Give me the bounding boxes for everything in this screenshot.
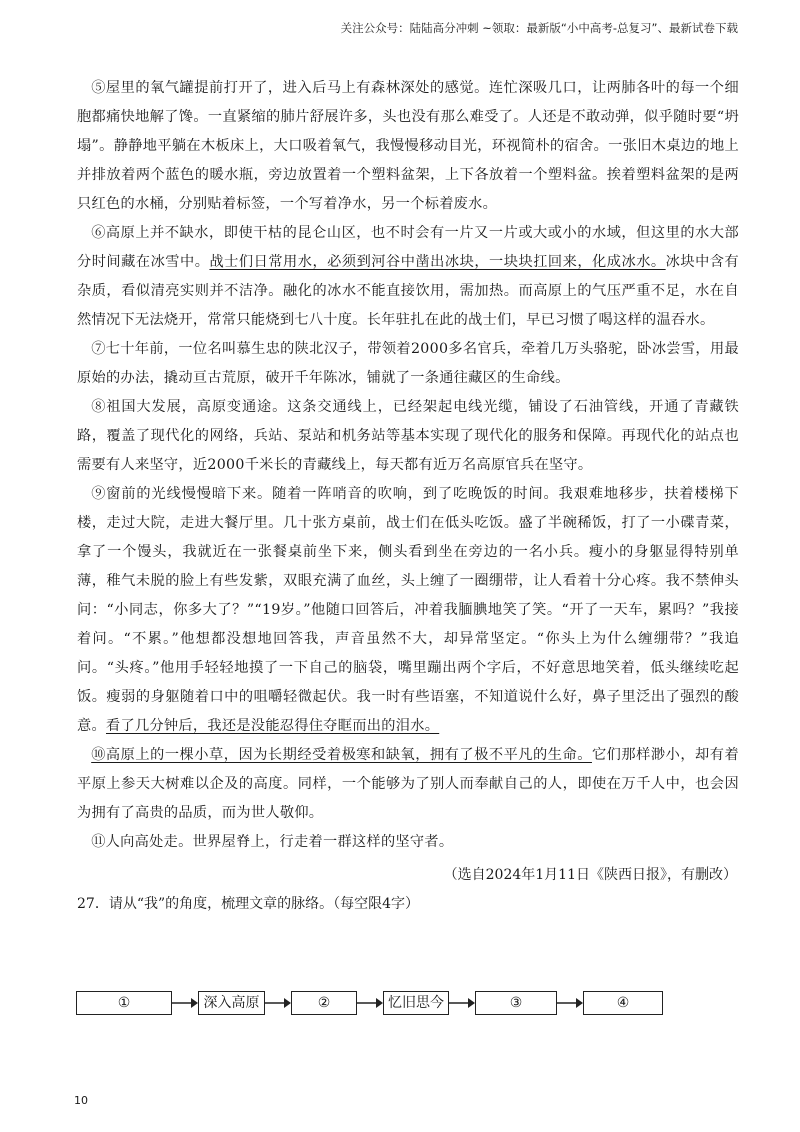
arrow-right-icon <box>265 997 291 1009</box>
paragraph-7: ⑦七十年前，一位名叫慕生忠的陕北汉子，带领着2000多名官兵，牵着几万头骆驼，卧冰尝雪，用最原始的办法，撬动亘古荒原，破开千年陈冰，铺就了一条通往藏区的生命线。 <box>77 341 739 386</box>
paragraph-6 <box>77 219 739 335</box>
paragraph-6-underlined: 战士们日常用水，必须到河谷中凿出冰块，一块块扛回来，化成冰水。 <box>209 254 666 270</box>
flow-box-2: 深入高原 <box>198 991 265 1015</box>
paragraph-8: ⑧祖国大发展，高原变通途。这条交通线上，已经架起电线光缆，铺设了石油管线，开通了青藏铁路，覆盖了现代化的网络，兵站、泵站和机务站等基本实现了现代化的服务和保障。再现代化的站点也需要有人来坚守，近2000千米长的青藏线上，每天都有近万名高原官兵在坚守。 <box>77 399 739 473</box>
arrow-right-icon <box>557 997 583 1009</box>
flow-chart <box>76 991 636 1017</box>
flow-box-3[interactable]: ② <box>291 991 357 1015</box>
paragraph-9 <box>77 480 739 741</box>
paragraph-10-text: 它们那样渺小，却有着平原上参天大树难以企及的高度。同样，一个能够为了别人而奉献自己的人，即使在万千人中，也会因为拥有了高贵的品质，而为世人敬仰。 <box>77 747 739 821</box>
paragraph-10-underlined: ⑩高原上的一棵小草，因为长期经受着极寒和缺氧，拥有了极不平凡的生命。 <box>91 747 592 763</box>
paragraph-9-underlined: 看了几分钟后，我还是没能忍得住夺眶而出的泪水。 <box>105 718 440 734</box>
question-27: 27．请从“我”的角度，梳理文章的脉络。（每空限4字） <box>77 896 420 912</box>
paragraph-5: ⑤屋里的氧气罐提前打开了，进入后马上有森林深处的感觉。连忙深吸几口，让两肺各叶的每一个细胞都痛快地解了馋。一直紧缩的肺片舒展许多，头也没有那么难受了。人还是不敢动弹，似乎随时要“坍塌”。静静地平躺在木板床上，大口吸着氧气，我慢慢移动目光，环视简朴的宿舍。一张旧木桌边的地上并排放着两个蓝色的暖水瓶，旁边放置着一个塑料盆架，上下各放着一个塑料盆。挨着塑料盆架的是两只红色的水桶，分别贴着标签，一个写着净水，另一个标着废水。 <box>77 80 739 212</box>
page-header: 关注公众号：陆陆高分冲刺 ~领取：最新版“小中高考-总复习”、最新试卷下载 <box>340 21 738 35</box>
paragraph-9-text: ⑨窗前的光线慢慢暗下来。随着一阵哨音的吹响，到了吃晚饭的时间。我艰难地移步，扶着楼梯下楼，走过大院，走进大餐厅里。几十张方桌前，战士们在低头吃饭。盛了半碗稀饭，打了一小碟青菜，拿了一个馒头，我就近在一张餐桌前坐下来，侧头看到坐在旁边的一名小兵。瘦小的身躯显得特别单薄，稚气未脱的脸上有些发紫，双眼充满了血丝，头上缠了一圈绷带，让人看着十分心疼。我不禁伸头问：“小同志，你多大了？”“19岁。”他随口回答后，冲着我腼腆地笑了笑。“开了一天车，累吗？”我接着问。“不累。”他想都没想地回答我，声音虽然不大，却异常坚定。“你头上为什么缠绷带？”我追问。“头疼。”他用手轻轻地摸了一下自己的脑袋，嘴里蹦出两个字后，不好意思地笑着，低头继续吃起饭。瘦弱的身躯随着口中的咀嚼轻微起伏。我一时有些语塞，不知道说什么好，鼻子里泛出了强烈的酸意。 <box>77 486 739 734</box>
paragraph-6-text-a: ⑥高原上并不缺水，即使干枯的昆仑山区，也不时会有一片又一片或大或小的水域，但这里的水大部分时间藏在冰雪中。 <box>77 225 739 270</box>
arrow-right-icon <box>449 997 475 1009</box>
paragraph-10 <box>77 741 739 828</box>
flow-box-1[interactable]: ① <box>76 991 172 1015</box>
arrow-right-icon <box>357 997 383 1009</box>
paragraph-6-text-b: 冰块中含有杂质，看似清亮实则并不洁净。融化的冰水不能直接饮用，需加热。而高原上的气压严重不足，水在自然情况下无法烧开，常常只能烧到七八十度。长年驻扎在此的战士们，早已习惯了喝这样的温吞水。 <box>77 254 739 328</box>
article-body <box>77 74 739 918</box>
arrow-right-icon <box>172 997 198 1009</box>
page-number: 10 <box>74 1094 88 1107</box>
paragraph-11: ⑪人向高处走。世界屋脊上，行走着一群这样的坚守者。 <box>91 834 454 850</box>
source-citation: （选自2024年1月11日《陕西日报》，有删改） <box>443 867 737 883</box>
flow-box-6[interactable]: ④ <box>583 991 663 1015</box>
flow-box-5[interactable]: ③ <box>475 991 557 1015</box>
flow-box-4: 忆旧思今 <box>383 991 449 1015</box>
